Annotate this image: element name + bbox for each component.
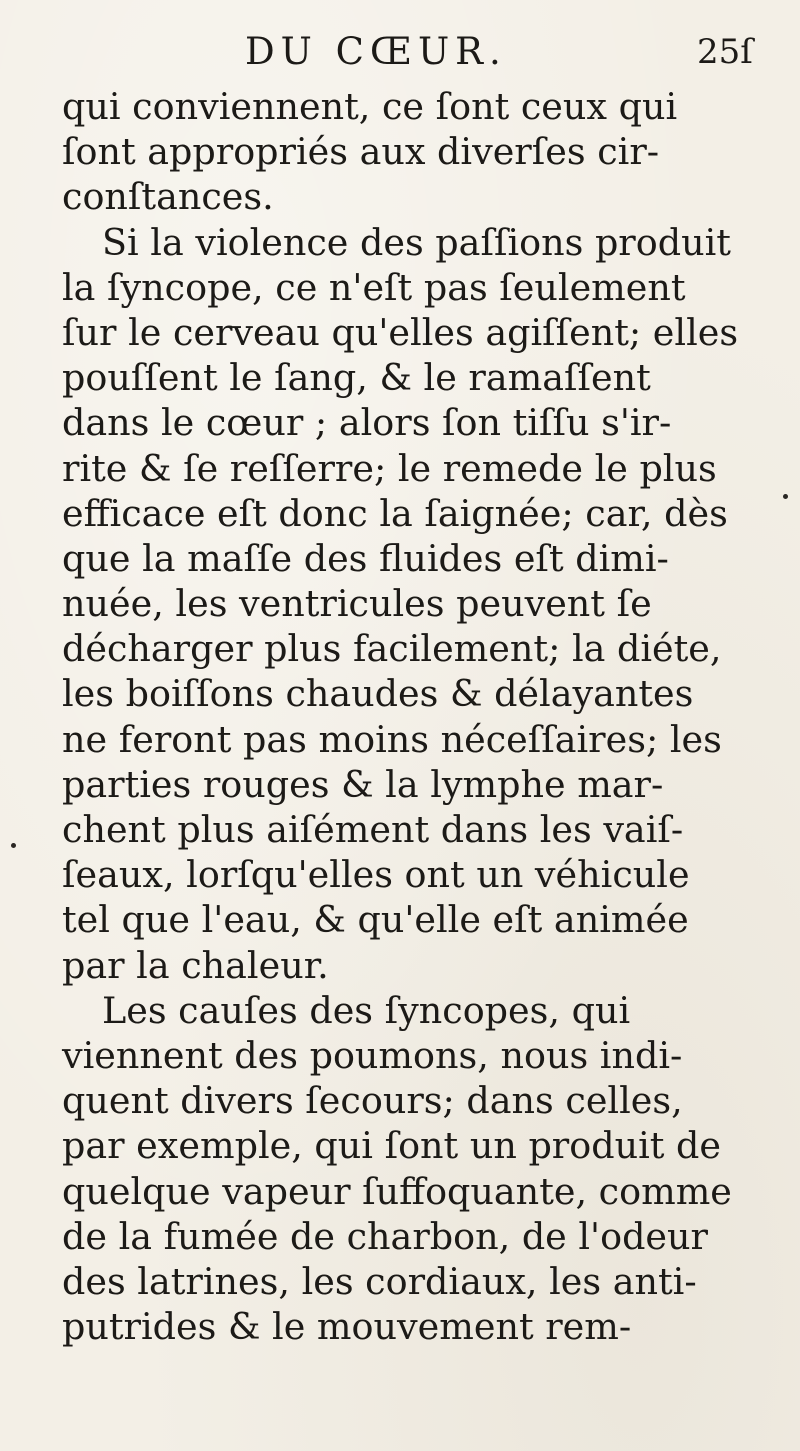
text-line: la ſyncope, ce n'eſt pas ſeulement	[62, 265, 686, 309]
page-header	[0, 30, 800, 80]
ink-speck	[783, 494, 788, 499]
text-line: ſont appropriés aux diverſes cir-	[62, 130, 660, 174]
text-line: ne feront pas moins néceſſaires; les	[62, 717, 722, 761]
text-line: que la maſſe des fluides eſt dimi-	[62, 536, 669, 580]
text-line: parties rouges & la lymphe mar-	[62, 762, 664, 806]
text-line: quelque vapeur ſuffoquante, comme	[62, 1169, 732, 1213]
text-line: rite & ſe reſſerre; le remede le plus	[62, 446, 717, 490]
text-line: viennent des poumons, nous indi-	[62, 1033, 683, 1077]
ink-speck	[11, 843, 16, 848]
text-line: les boiſſons chaudes & délayantes	[62, 672, 694, 716]
paragraph-start-line: Si la violence des paſſions produit	[102, 220, 731, 264]
text-line: quent divers ſecours; dans celles,	[62, 1079, 683, 1123]
text-line: dans le cœur ; alors ſon tiſſu s'ir-	[62, 401, 672, 445]
text-line: pouſſent le ſang, & le ramaſſent	[62, 356, 651, 400]
paragraph-start-line: Les cauſes des ſyncopes, qui	[102, 988, 631, 1032]
text-line: ſeaux, lorſqu'elles ont un véhicule	[62, 853, 690, 897]
text-line: de la fumée de charbon, de l'odeur	[62, 1214, 708, 1258]
text-line: chent plus aiſément dans les vaiſ-	[62, 808, 684, 851]
text-line: nuée, les ventricules peuvent ſe	[62, 582, 652, 626]
text-line: des latrines, les cordiaux, les anti-	[62, 1259, 697, 1303]
text-line: tel que l'eau, & qu'elle eſt animée	[62, 898, 689, 942]
running-title: DU CŒUR.	[245, 30, 507, 73]
text-line: par exemple, qui ſont un produit de	[62, 1124, 722, 1168]
text-line: qui conviennent, ce ſont ceux qui	[62, 85, 678, 128]
text-line: décharger plus facilement; la diéte,	[62, 627, 722, 671]
text-line: ſur le cerveau qu'elles agiſſent; elles	[62, 310, 739, 354]
text-line: efficace eſt donc la ſaignée; car, dès	[62, 491, 728, 535]
page-number: 25ſ	[697, 32, 753, 72]
text-line: conſtances.	[62, 175, 274, 219]
body-text	[62, 84, 762, 1349]
text-line: par la chaleur.	[62, 943, 329, 987]
text-line: putrides & le mouvement rem-	[62, 1305, 632, 1349]
